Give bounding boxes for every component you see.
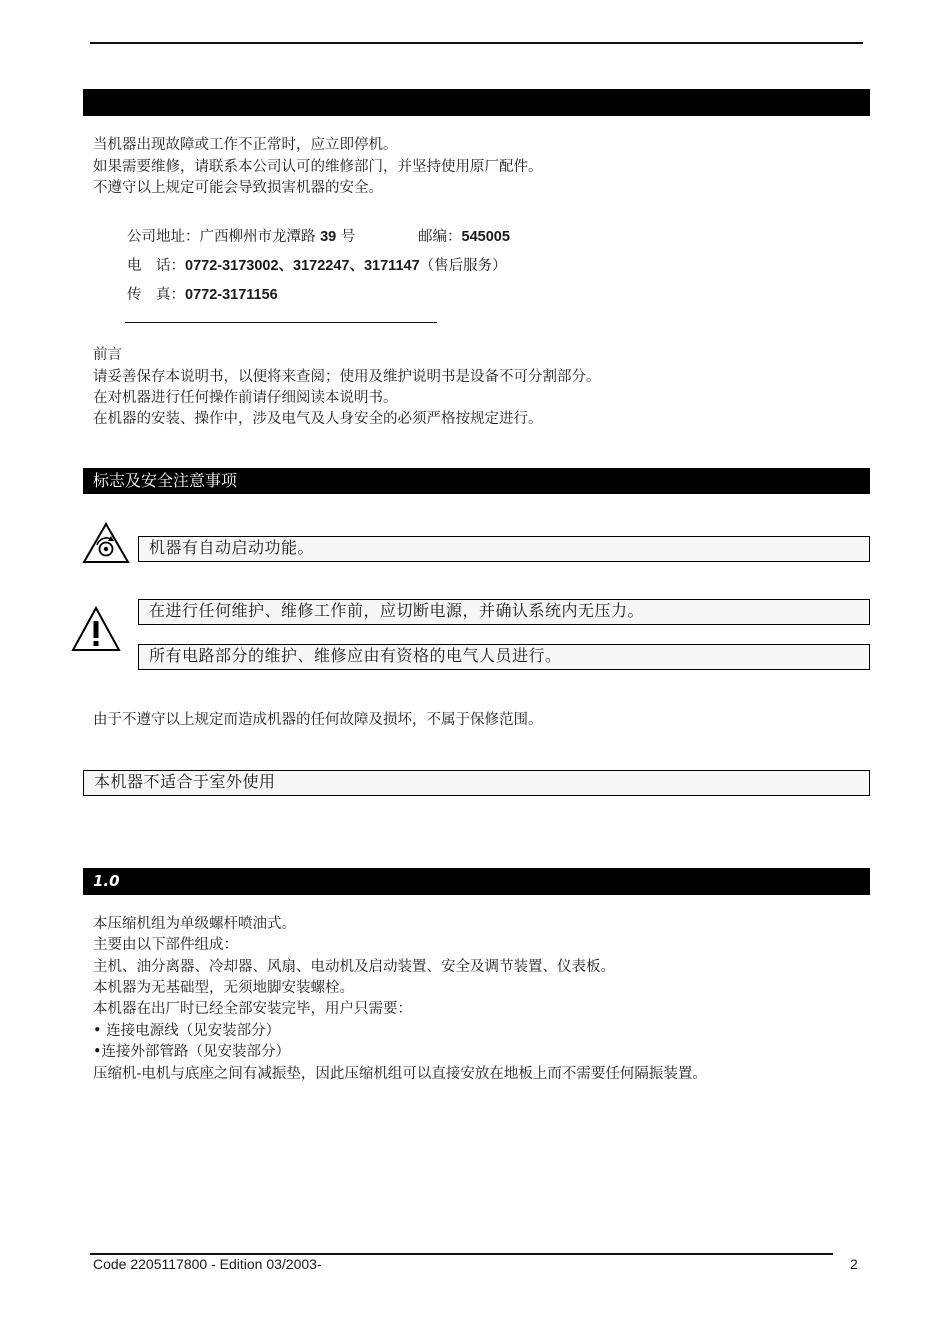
phone-label: 电 话： [127, 258, 185, 274]
section-1-line-5: 本机器在出厂时已经全部安装完毕，用户只需要： [93, 1001, 412, 1017]
fax-number: 0772-3171156 [185, 287, 278, 303]
contact-divider [125, 322, 437, 323]
intro-line-3: 不遵守以上规定可能会导致损害机器的安全。 [93, 180, 383, 196]
section-1-number: 1.0 [93, 872, 120, 890]
fax [127, 285, 278, 305]
preface-line-1: 请妥善保存本说明书，以便将来查阅；使用及维护说明书是设备不可分割部分。 [93, 369, 601, 385]
warning-notice-2: 所有电路部分的维护、维修应由有资格的电气人员进行。 [138, 644, 870, 670]
section-1-line-1: 本压缩机组为单级螺杆喷油式。 [93, 916, 296, 932]
outdoor-use-notice: 本机器不适合于室外使用 [83, 770, 870, 796]
company-address [127, 227, 355, 247]
warranty-disclaimer: 由于不遵守以上规定而造成机器的任何故障及损坏，不属于保修范围。 [93, 712, 543, 728]
phone-note: （售后服务） [419, 258, 507, 274]
section-1-bar [83, 868, 870, 895]
footer-code: Code 2205117800 - Edition 03/2003- [93, 1256, 322, 1272]
section-1-bullet-1: • 连接电源线（见安装部分） [93, 1023, 281, 1039]
section-1-bullet-2: •连接外部管路（见安装部分） [93, 1044, 291, 1060]
address-suffix: 号 [336, 229, 356, 245]
section-1-line-4: 本机器为无基础型，无须地脚安装螺栓。 [93, 980, 354, 996]
address-number: 39 [320, 229, 337, 245]
section-1-line-3: 主机、油分离器、冷却器、风扇、电动机及启动装置、安全及调节装置、仪表板。 [93, 959, 615, 975]
auto-start-notice: 机器有自动启动功能。 [138, 536, 870, 562]
warning-notice-1: 在进行任何维护、维修工作前，应切断电源，并确认系统内无压力。 [138, 599, 870, 625]
top-rule [90, 42, 863, 44]
intro-line-1: 当机器出现故障或工作不正常时，应立即停机。 [93, 137, 398, 153]
section-1-line-2: 主要由以下部件组成： [93, 937, 238, 953]
safety-section-title: 标志及安全注意事项 [93, 471, 238, 490]
address-label: 公司地址：广西柳州市龙潭路 [127, 229, 321, 245]
phone-numbers: 0772-3173002、3172247、3171147 [185, 258, 420, 274]
exclamation-warning-icon [70, 605, 122, 653]
page-number: 2 [850, 1256, 858, 1272]
automatic-start-warning-icon [81, 521, 131, 565]
header-bar [83, 89, 870, 116]
section-1-line-8: 压缩机-电机与底座之间有减振垫，因此压缩机组可以直接安放在地板上而不需要任何隔振装置。 [93, 1066, 707, 1082]
preface-line-3: 在机器的安装、操作中，涉及电气及人身安全的必须严格按规定进行。 [93, 411, 543, 427]
postcode-label: 邮编： [418, 229, 462, 245]
footer-rule [90, 1253, 833, 1255]
postcode-value: 545005 [461, 229, 510, 245]
preface-line-2: 在对机器进行任何操作前请仔细阅读本说明书。 [93, 390, 398, 406]
intro-line-2: 如果需要维修，请联系本公司认可的维修部门，并坚持使用原厂配件。 [93, 159, 543, 175]
header-bar-title [83, 92, 93, 111]
safety-section-bar [83, 468, 870, 494]
fax-label: 传 真： [127, 287, 185, 303]
phone [127, 256, 507, 276]
postcode [418, 227, 510, 247]
preface-title: 前言 [93, 347, 122, 363]
